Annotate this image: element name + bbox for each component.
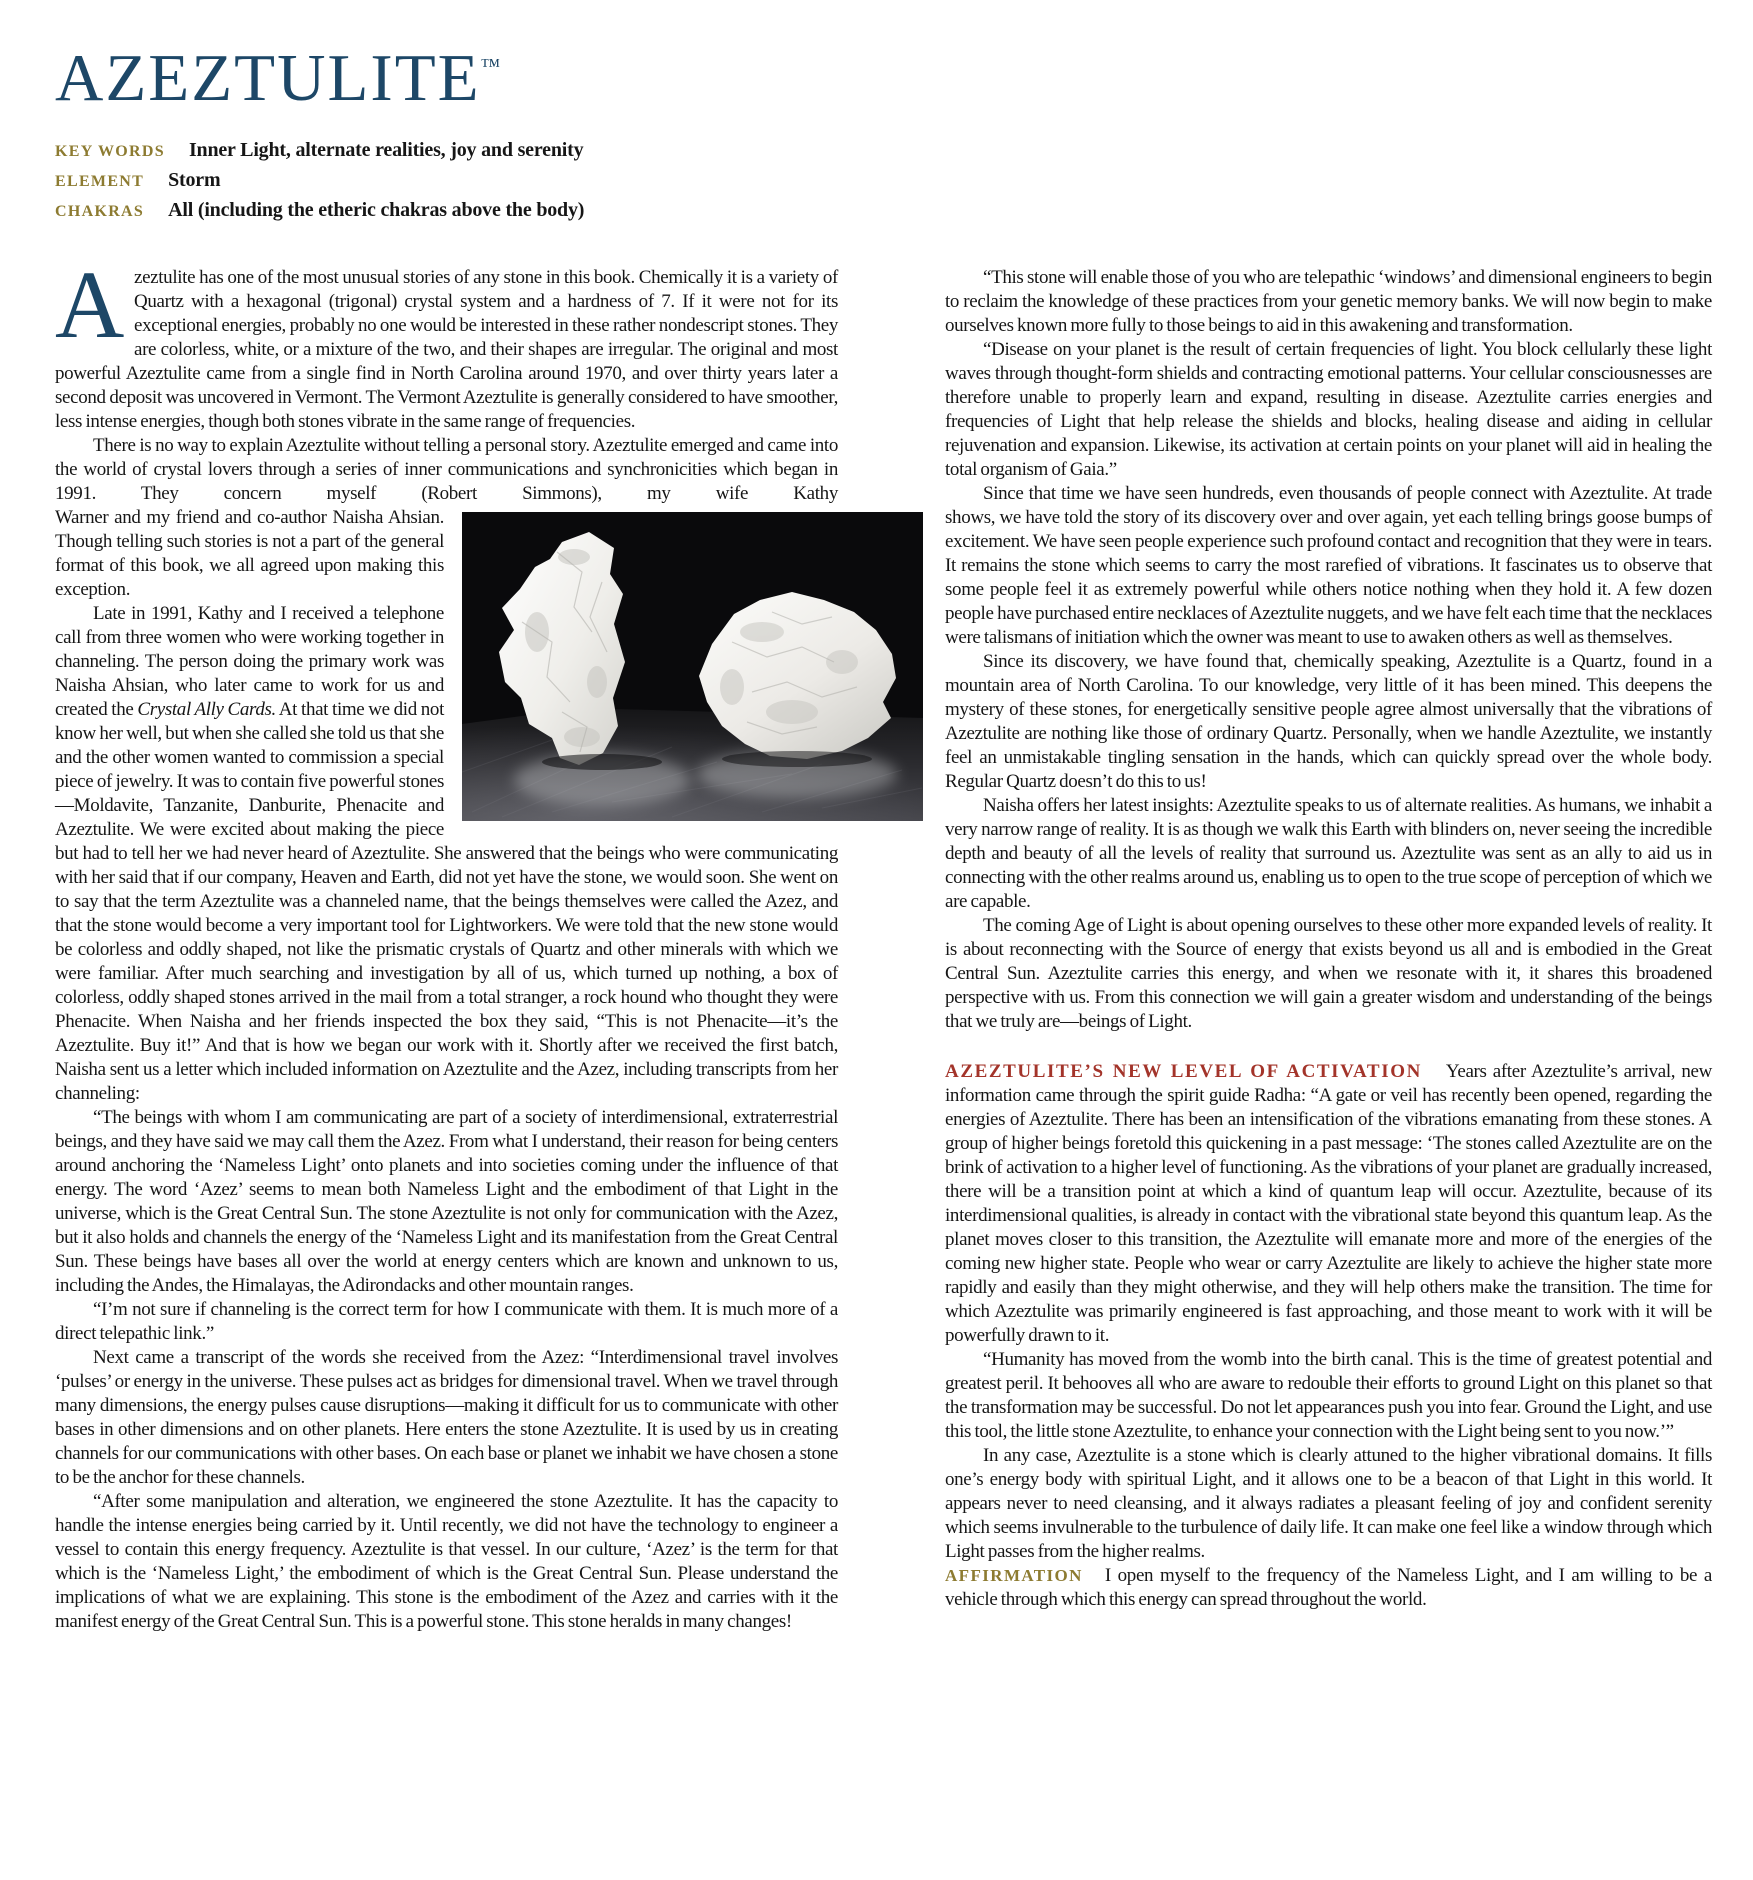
azeztulite-stones-photo xyxy=(462,512,923,821)
activation-heading: AZEZTULITE’S NEW LEVEL OF ACTIVATION xyxy=(945,1061,1422,1082)
paragraph: Next came a transcript of the words she received from the Azez: “Interdimensional travel involves ‘pulses’ or energy in the universe. These pulses act as bridges for dimensional travel. When we travel through many dimensions, the energy pulses cause disruptions—making it difficult for us to communicate with other bases in other dimensions and on other planets. Here enters the stone Azeztulite. It is used by us in creating channels for our communications with other bases. On each base or planet we inhabit we have chosen a stone to be the anchor for these channels. xyxy=(55,1347,838,1488)
paragraph-text: Warner and my friend and co-author Naisha Ahsian. Though telling such stories is not a part of the general format of this book, we all agreed upon making this exception. xyxy=(55,507,444,600)
affirmation-section xyxy=(945,1564,1712,1612)
paragraph-text: Years after Azeztulite’s arrival, new information came through the spirit guide Radha: “A gate or veil has recently been opened, regarding the energies of Azeztulite. There has been an intensification of the vibrations emanating from these stones. A group of higher beings foretold this quickening in a past message: ‘The stones called Azeztulite are on the brink of activation to a higher level of functioning. As the vibrations of your planet are gradually increased, there will be a transition point at which a kind of quantum leap will occur. Azeztulite, because of its interdimensional qualities, is already in contact with the vibrational state beyond this quantum leap. As the planet moves closer to this transition, the Azeztulite will emanate more and more of the energies of the coming new higher state. People who wear or carry Azeztulite are likely to achieve the higher state more rapidly and easily than they might otherwise, and they will help others make the transition. The time for which Azeztulite was primarily engineered is fast approaching, and those meant to work with it will be powerfully drawn to it. xyxy=(945,1061,1712,1346)
meta-row-chakras xyxy=(55,196,1712,226)
paragraph: There is no way to explain Azeztulite without telling a personal story. Azeztulite emerged and came into the world of crystal lovers through a series of inner communications and synchronicities which began in 1991. They concern myself (Robert Simmons), my wife Kathy xyxy=(55,435,838,504)
page-header xyxy=(55,41,1712,226)
affirmation-label: AFFIRMATION xyxy=(945,1566,1083,1585)
stones-photo-graphic xyxy=(462,512,923,821)
keywords-value: Inner Light, alternate realities, joy and serenity xyxy=(188,139,584,161)
paragraph: “The beings with whom I am communicating are part of a society of interdimensional, extraterrestrial beings, and they have said we may call them the Azez. From what I understand, their reason for being centers around anchoring the ‘Nameless Light’ onto planets and into societies coming under the influence of that energy. The word ‘Azez’ seems to mean both Nameless Light and the embodiment of that Light in the universe, which is the Great Central Sun. The stone Azeztulite is not only for communication with the Azez, but it also holds and channels the energy of the ‘Nameless Light and its manifestation from the Great Central Sun. These beings have bases all over the world at energy centers which are known and unknown to us, including the Andes, the Himalayas, the Adirondacks and other mountain ranges. xyxy=(55,1107,838,1296)
paragraph xyxy=(55,506,838,602)
paragraph: The coming Age of Light is about opening ourselves to these other more expanded levels of reality. It is about reconnecting with the Source of energy that exists beyond us all and is embodied in the Great Central Sun. Azeztulite carries this energy, and when we resonate with it, it shares this broadened perspective with us. From this connection we will gain a greater wisdom and understanding of the beings that we truly are—beings of Light. xyxy=(945,915,1712,1032)
activation-section xyxy=(945,1060,1712,1348)
paragraph xyxy=(55,251,838,434)
paragraph: “This stone will enable those of you who are telepathic ‘windows’ and dimensional engineers to begin to reclaim the knowledge of these practices from your genetic memory banks. We will now begin to make ourselves known more fully to those beings to aid in this awakening and transformation. xyxy=(945,267,1712,336)
trademark-symbol: ™ xyxy=(480,55,501,77)
two-column-text xyxy=(55,251,1712,1634)
paragraph-text: At that time we did not know her well, but when she called she told us that she and the other women wanted to commission a special piece of jewelry. It was to contain five powerful stones—Moldavite, Tanzanite, Danburite, Phenacite and Azeztulite. We were excited about making the piece but had to tell her we had never heard of Azeztulite. She answered that the beings who were communicating with her said that if our company, Heaven and Earth, did not yet have the stone, we would soon. She went on to say that the term Azeztulite was a channeled name, that the beings themselves were called the Azez, and that the stone would become a very important tool for Lightworkers. We were told that the new stone would be colorless and oddly shaped, not like the prismatic crystals of Quartz and other minerals with which we were familiar. After much searching and investigation by all of us, which turned up nothing, a box of colorless, oddly shaped stones arrived in the mail from a total stranger, a rock hound who thought they were Phenacite. When Naisha and her friends inspected the box they said, “This is not Phenacite—it’s the Azeztulite. Buy it!” And that is how we began our work with it. Shortly after we received the first batch, Naisha sent us a letter which included information on Azeztulite and the Azez, including transcripts from her channeling: xyxy=(55,699,838,1104)
paragraph: “Humanity has moved from the womb into the birth canal. This is the time of greatest potential and greatest peril. It behooves all who are aware to redouble their efforts to ground Light on this planet so that the transformation may be successful. Do not let appearances push you into fear. Ground the Light, and use this tool, the little stone Azeztulite, to enhance your connection with the Light being sent to you now.’” xyxy=(945,1349,1712,1442)
drop-cap: A xyxy=(55,251,124,358)
paragraph-text: zeztulite has one of the most unusual stories of any stone in this book. Chemically it is a variety of Quartz with a hexagonal (trigonal) crystal system and a hardness of 7. If it were not for its exceptional energies, probably no one would be interested in these rather nondescript stones. They are colorless, white, or a mixture of the two, and their shapes are irregular. The original and most powerful Azeztulite came from a single find in North Carolina around 1970, and over thirty years later a second deposit was uncovered in Vermont. The Vermont Azeztulite is generally considered to have smoother, less intense energies, though both stones vibrate in the same range of frequencies. xyxy=(55,267,838,432)
paragraph: “After some manipulation and alteration, we engineered the stone Azeztulite. It has the capacity to handle the intense energies being carried by it. Until recently, we did not have the technology to engineer a vessel to contain this energy frequency. Azeztulite is that vessel. In our culture, ‘Azez’ is the term for that which is the ‘Nameless Light,’ the embodiment of which is the Great Central Sun. Please understand the implications of what we are explaining. This stone is the embodiment of the Azez and carries with it the manifest energy of the Great Central Sun. This is a powerful stone. This stone heralds in many changes! xyxy=(55,1491,838,1632)
book-title-italic: Crystal Ally Cards. xyxy=(137,699,276,720)
affirmation-text: I open myself to the frequency of the Nameless Light, and I am willing to be a vehicle through which this energy can spread throughout the world. xyxy=(945,1565,1712,1610)
page-title xyxy=(55,41,1712,115)
paragraph: Since that time we have seen hundreds, even thousands of people connect with Azeztulite. At trade shows, we have told the story of its discovery over and over again, yet each telling brings goose bumps of excitement. We have seen people experience such profound contact and recognition that they were in tears. It remains the stone which seems to carry the most rarefied of vibrations. It fascinates us to observe that some people feel it as extremely powerful while others notice nothing when they hold it. A few dozen people have purchased entire necklaces of Azeztulite nuggets, and we have felt each time that the necklaces were talismans of initiation which the owner was meant to use to awaken others as well as themselves. xyxy=(945,483,1712,648)
paragraph: “Disease on your planet is the result of certain frequencies of light. You block cellularly these light waves through thought-form shields and contracting emotional patterns. Your cellular consciousnesses are therefore unable to properly learn and expand, resulting in disease. Azeztulite carries energies and frequencies of Light that help release the shields and blocks, healing disease and aiding in cellular rejuvenation and expansion. Likewise, its activation at certain points on your planet will aid in healing the total organism of Gaia.” xyxy=(945,339,1712,480)
title-text: AZEZTULITE xyxy=(55,41,481,115)
meta-row-element xyxy=(55,166,1712,196)
keywords-label: KEY WORDS xyxy=(55,143,165,160)
left-column xyxy=(55,251,838,1634)
paragraph: Naisha offers her latest insights: Azeztulite speaks to us of alternate realities. As humans, we inhabit a very narrow range of reality. It is as though we walk this Earth with blinders on, never seeing the incredible depth and beauty of all the levels of reality that surround us. Azeztulite was sent as an ally to aid us in connecting with the other realms around us, enabling us to open to the true scope of perception of which we are capable. xyxy=(945,795,1712,912)
chakras-label: CHAKRAS xyxy=(55,203,145,220)
paragraph: “I’m not sure if channeling is the correct term for how I communicate with them. It is much more of a direct telepathic link.” xyxy=(55,1299,838,1344)
meta-row-keywords xyxy=(55,136,1712,166)
right-column xyxy=(945,266,1712,1612)
chakras-value: All (including the etheric chakras above the body) xyxy=(168,199,585,221)
element-value: Storm xyxy=(168,169,221,191)
meta-block xyxy=(55,136,1712,226)
element-label: ELEMENT xyxy=(55,173,145,190)
paragraph: In any case, Azeztulite is a stone which is clearly attuned to the higher vibrational domains. It fills one’s energy body with spiritual Light, and it allows one to be a beacon of that Light in this world. It appears never to need cleansing, and it always radiates a pleasant feeling of joy and confident serenity which seems invulnerable to the turbulence of daily life. It can make one feel like a window through which Light passes from the higher realms. xyxy=(945,1445,1712,1562)
paragraph-text: Late in 1991, Kathy and I received a telephone call from three women who were working together in channeling. The person doing the primary work was Naisha Ahsian, who later came to work for us and created the xyxy=(55,603,444,720)
paragraph: Since its discovery, we have found that, chemically speaking, Azeztulite is a Quartz, found in a mountain area of North Carolina. To our knowledge, very little of it has been mined. This deepens the mystery of these stones, for energetically sensitive people agree almost universally that the vibrations of Azeztulite are nothing like those of ordinary Quartz. Personally, when we handle Azeztulite, we instantly feel an unmistakable tingling sensation in the hands, which can quickly spread over the whole body. Regular Quartz doesn’t do this to us! xyxy=(945,651,1712,792)
